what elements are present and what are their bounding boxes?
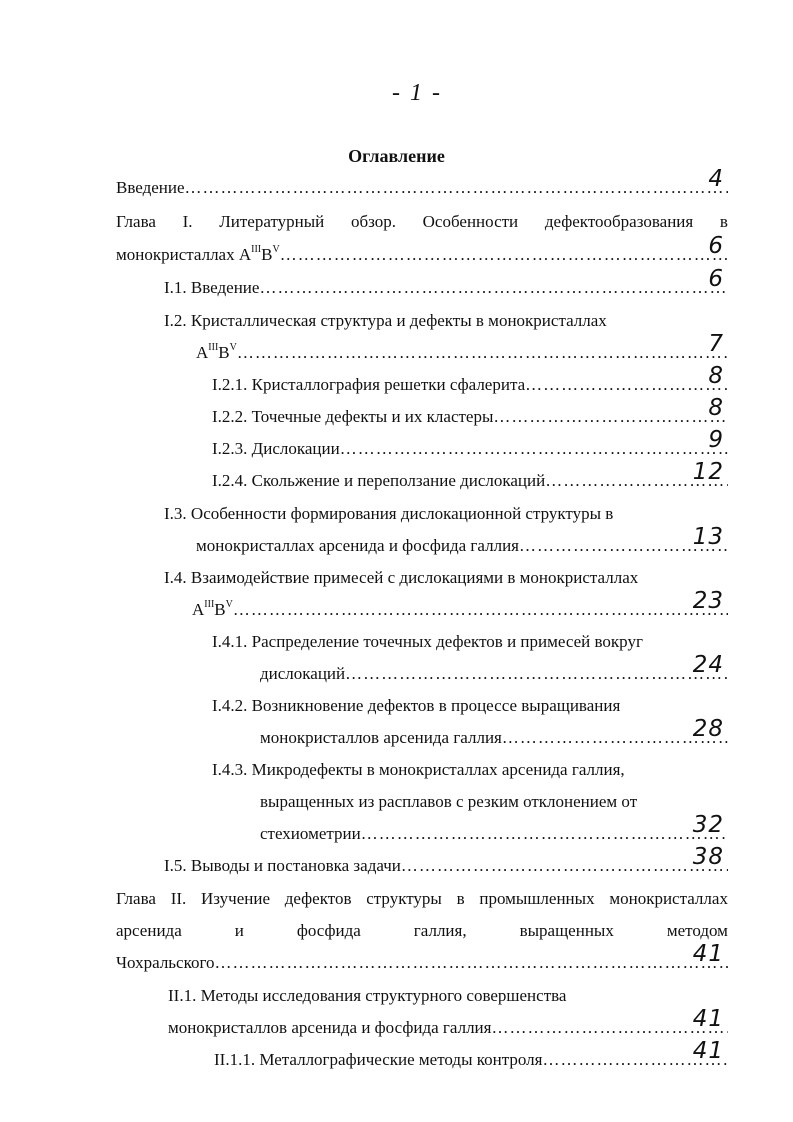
toc-entry-1-4-2[interactable]: I.4.2. Возникновение дефектов в процессе выращивания — [212, 696, 621, 715]
word: в — [456, 889, 465, 908]
word: арсенида — [116, 921, 182, 940]
toc-entry-text: Чохральского — [116, 953, 215, 972]
toc-entry-introduction[interactable] — [116, 166, 728, 200]
toc-page-number: 8 — [708, 363, 724, 389]
toc-entry-1-5[interactable] — [164, 844, 728, 878]
toc-entry-1-2-4[interactable] — [212, 459, 728, 493]
page-title: Оглавление — [348, 146, 445, 166]
dot-leader — [185, 176, 728, 200]
toc-page-number: 28 — [692, 716, 724, 742]
toc-chapter-1-heading[interactable] — [116, 210, 728, 234]
word: I. — [182, 212, 193, 231]
toc-entry-text: монокристаллов арсенида и фосфида галлия — [168, 1018, 492, 1037]
toc-entry-1-3-continuation[interactable] — [196, 524, 728, 558]
dot-leader — [340, 437, 728, 461]
toc-entry-text: монокристаллах арсенида и фосфида галлия — [196, 536, 519, 555]
word: монокристаллах — [609, 889, 728, 908]
toc-entry-1-4-3-continuation[interactable]: выращенных из расплавов с резким отклонением от — [260, 792, 638, 811]
toc-entry-text: II.1.1. Металлографические методы контроля — [214, 1050, 543, 1069]
word: Литературный — [219, 212, 325, 231]
word: Изучение — [201, 889, 270, 908]
word: структуры — [366, 889, 442, 908]
toc-page-number: 7 — [708, 331, 724, 357]
word: галлия, — [413, 921, 467, 940]
toc-entry-1-4[interactable]: I.4. Взаимодействие примесей с дислокациями в монокристаллах — [164, 568, 639, 587]
toc-entry-text: Введение — [116, 178, 185, 197]
toc-entry-1-2-1[interactable] — [212, 363, 728, 397]
toc-page-number: 24 — [692, 652, 724, 678]
toc-page-number: 41 — [692, 941, 724, 967]
toc-entry-text: I.2.1. Кристаллография решетки сфалерита — [212, 375, 526, 394]
dot-leader — [215, 951, 728, 975]
toc-page-number: 4 — [708, 166, 724, 192]
toc-entry-1-2-2[interactable] — [212, 395, 728, 429]
dot-leader — [280, 243, 728, 267]
toc-entry-text: монокристаллов арсенида галлия — [260, 728, 502, 747]
toc-entry-text: стехиометрии — [260, 824, 361, 843]
toc-page-number: 6 — [708, 233, 724, 259]
toc-page-number: 32 — [692, 812, 724, 838]
toc-entry-1-4-1[interactable]: I.4.1. Распределение точечных дефектов и примесей вокруг — [212, 632, 643, 651]
word: промышленных — [479, 889, 595, 908]
toc-page-number: 6 — [708, 266, 724, 292]
toc-entry-text: I.5. Выводы и постановка задачи — [164, 856, 401, 875]
word: Глава — [116, 889, 156, 908]
dot-leader — [345, 662, 728, 686]
word: в — [719, 212, 728, 231]
dot-leader — [525, 373, 728, 397]
word: Глава — [116, 212, 156, 231]
toc-page-number: 9 — [708, 427, 724, 453]
toc-entry-1-4-2-continuation[interactable] — [260, 716, 728, 750]
toc-entry-text: I.2.3. Дислокации — [212, 439, 340, 458]
dot-leader — [361, 822, 728, 846]
toc-entry-1-2[interactable]: I.2. Кристаллическая структура и дефекты в монокристаллах — [164, 311, 607, 330]
toc-entry-2-1-1[interactable] — [214, 1038, 728, 1072]
toc-entry-text: I.2.4. Скольжение и переползание дислокаций — [212, 471, 546, 490]
word: II. — [170, 889, 187, 908]
dot-leader — [259, 276, 728, 300]
dot-leader — [401, 854, 728, 878]
toc-chapter-2-heading-end[interactable] — [116, 941, 728, 975]
word: выращенных — [519, 921, 614, 940]
toc-entry-1-4-continuation[interactable] — [192, 588, 728, 622]
word: методом — [666, 921, 728, 940]
toc-entry-1-3[interactable]: I.3. Особенности формирования дислокационной структуры в — [164, 504, 614, 523]
word: обзор. — [350, 212, 396, 231]
toc-entry-text: монокристаллах $A^{III}B^V$ — [116, 244, 280, 264]
toc-page-number: 41 — [692, 1038, 724, 1064]
toc-page-number: 38 — [692, 844, 724, 870]
toc-chapter-2-heading[interactable] — [116, 887, 728, 911]
toc-entry-text: I.2.2. Точечные дефекты и их кластеры — [212, 407, 494, 426]
word: Особенности — [422, 212, 519, 231]
dot-leader — [237, 341, 728, 365]
toc-entry-1-4-1-continuation[interactable] — [260, 652, 728, 686]
toc-entry-text: $A^{III}B^V$ — [192, 599, 233, 619]
toc-entry-2-1-continuation[interactable] — [168, 1006, 728, 1040]
toc-entry-2-1[interactable]: II.1. Методы исследования структурного совершенства — [168, 986, 567, 1005]
toc-page-number: 41 — [692, 1006, 724, 1032]
toc-entry-1-4-3[interactable]: I.4.3. Микродефекты в монокристаллах арсенида галлия, — [212, 760, 625, 779]
word: дефектообразования — [544, 212, 694, 231]
toc-page-number: 23 — [692, 588, 724, 614]
toc-chapter-1-continuation[interactable] — [116, 233, 728, 267]
toc-page-number: 12 — [692, 459, 724, 485]
toc-page-number: 8 — [708, 395, 724, 421]
dot-leader — [493, 405, 728, 429]
toc-chapter-2-heading-continuation[interactable] — [116, 919, 728, 943]
toc-entry-text: дислокаций — [260, 664, 346, 683]
toc-entry-text: $A^{III}B^V$ — [196, 342, 237, 362]
toc-entry-1-2-3[interactable] — [212, 427, 728, 461]
toc-entry-1-4-3-continuation[interactable] — [260, 812, 728, 846]
dot-leader — [233, 598, 728, 622]
word: фосфида — [296, 921, 361, 940]
word: и — [234, 921, 244, 940]
page-number: - 1 - — [392, 80, 442, 106]
toc-entry-text: I.1. Введение — [164, 278, 260, 297]
toc-page-number: 13 — [692, 524, 724, 550]
toc-entry-1-2-continuation[interactable] — [196, 331, 728, 365]
toc-entry-1-1[interactable] — [164, 266, 728, 300]
word: дефектов — [284, 889, 352, 908]
